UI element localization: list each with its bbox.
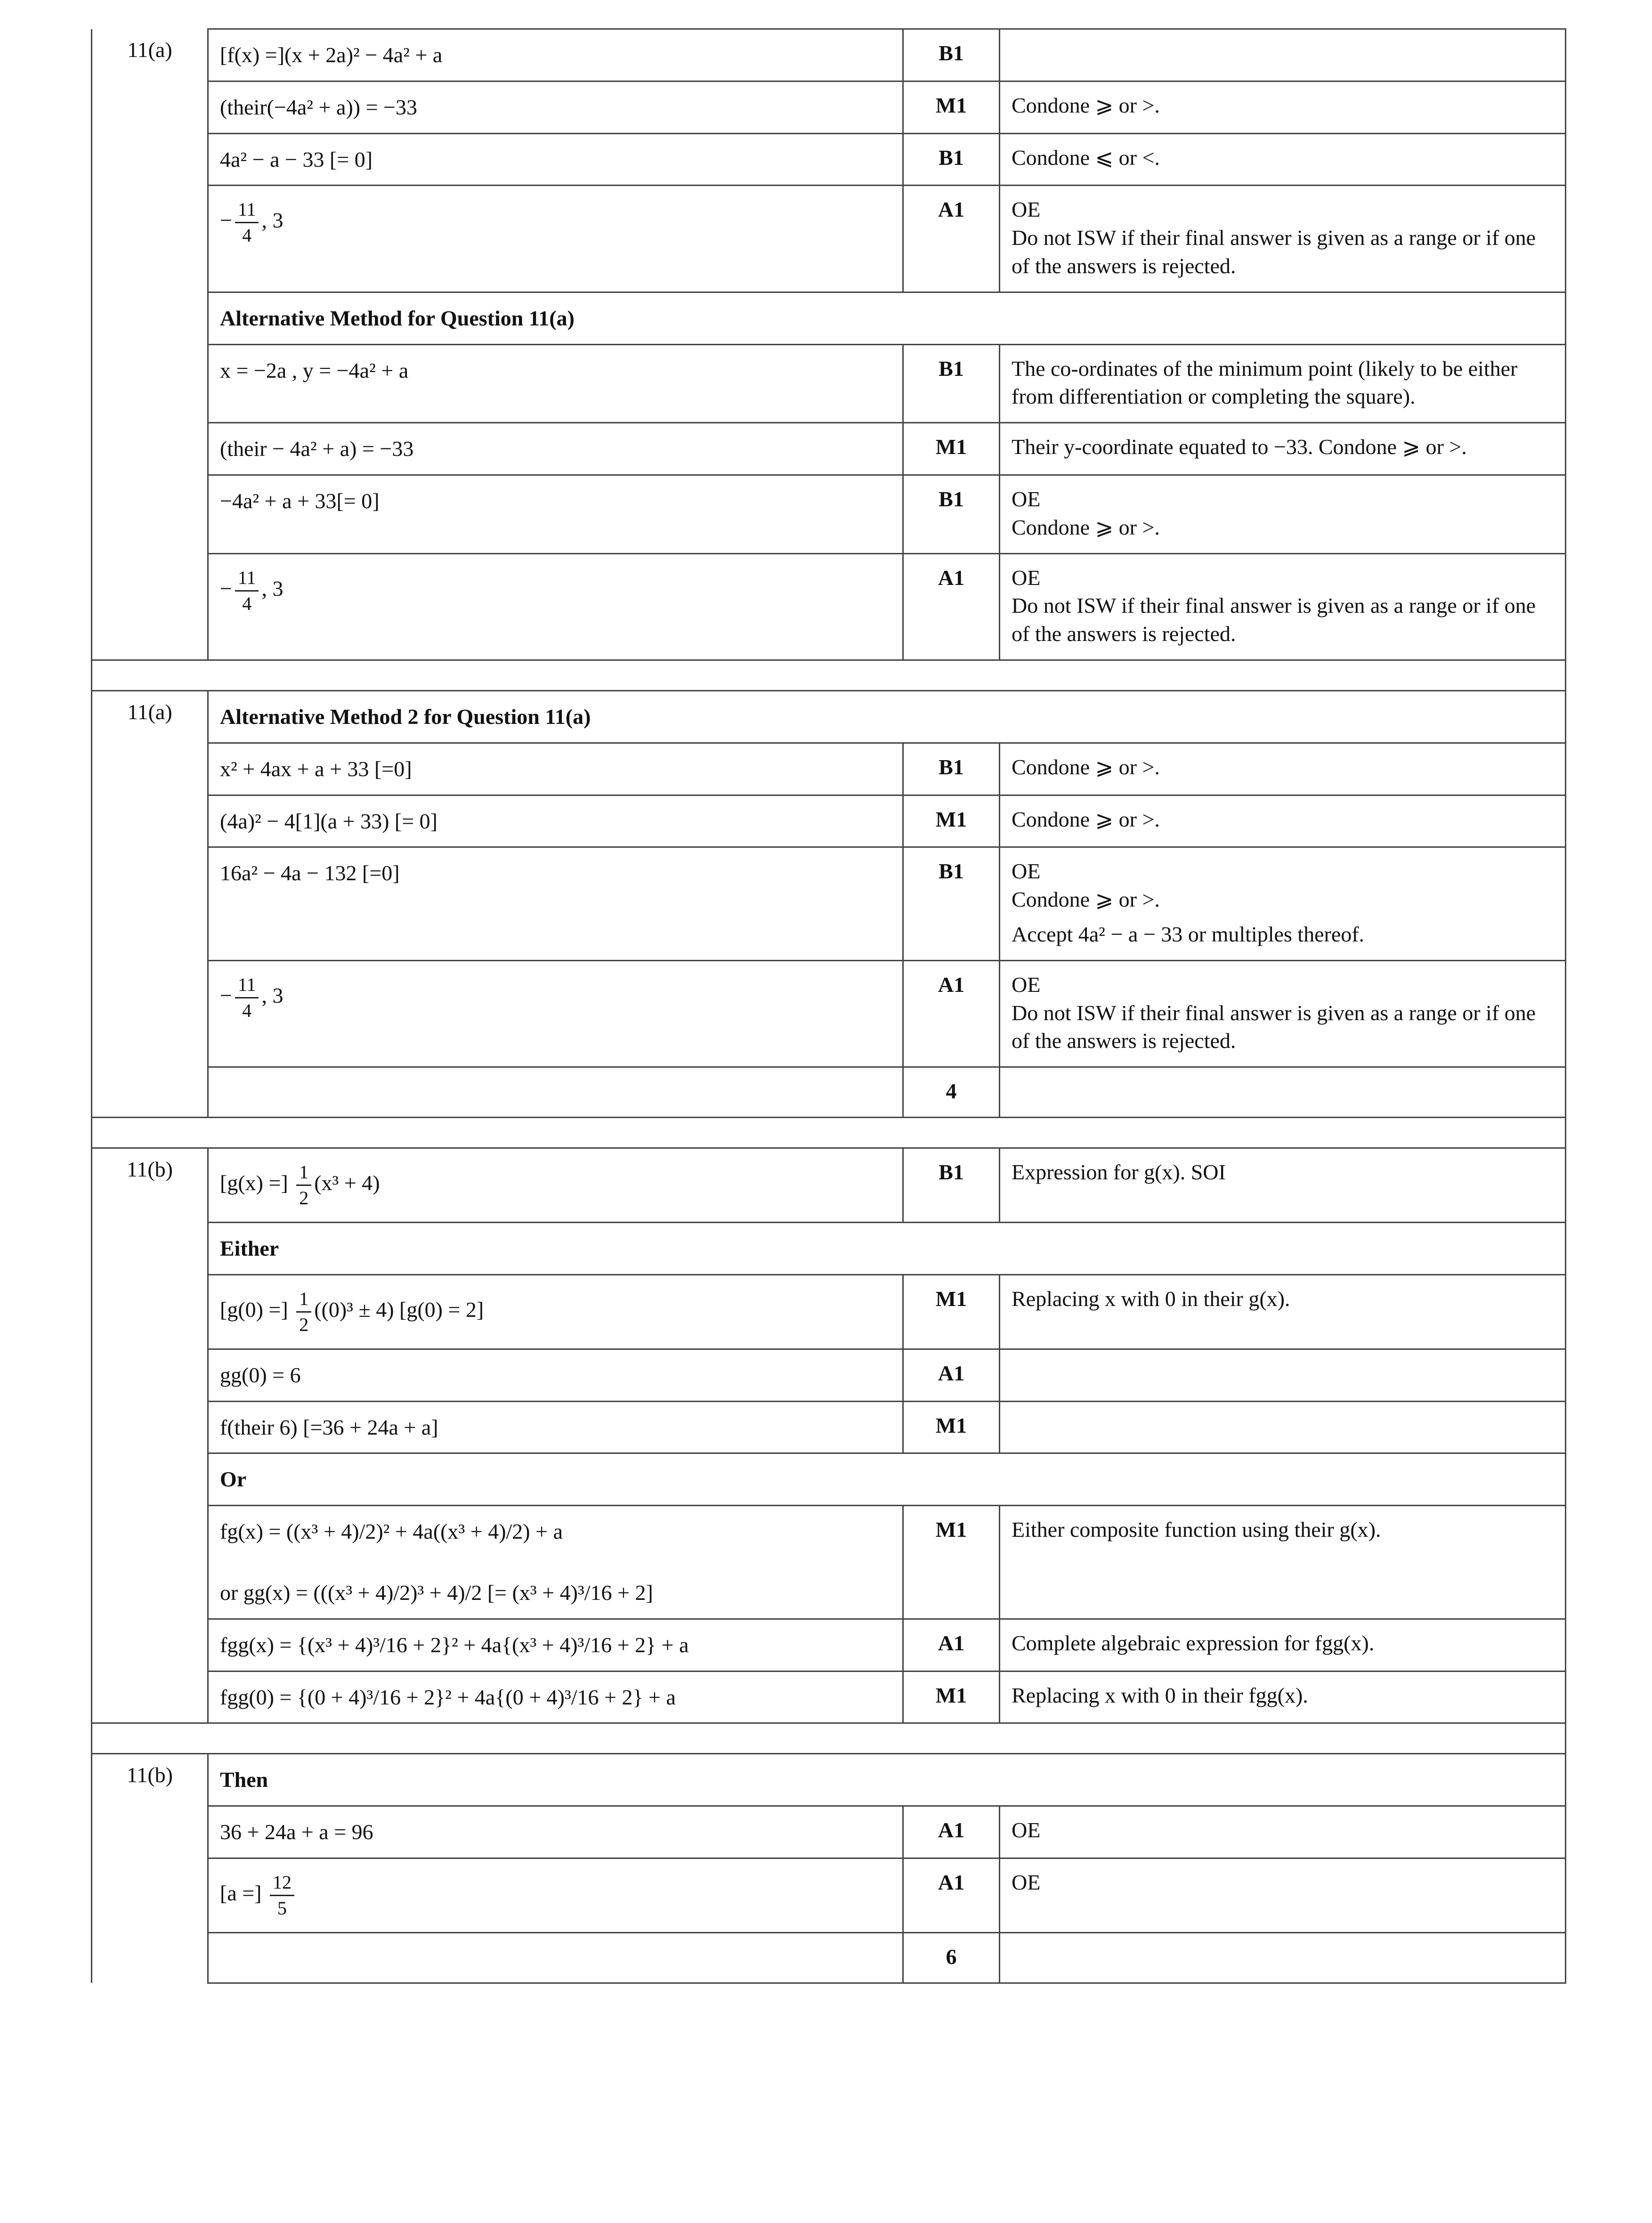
block-separator [92, 1723, 1566, 1754]
guidance-cell [1000, 423, 1566, 475]
table-row [92, 1506, 1566, 1619]
answer-text: fgg(0) = {(0 + 4)³/16 + 2}² + 4a{(0 + 4)³/16 + 2} + a [220, 1685, 676, 1709]
guidance-cell [1000, 186, 1566, 292]
guidance-line: Their y-coordinate equated to −33. Condone ⩾ or >. [1012, 435, 1467, 459]
guidance-cell [1000, 1067, 1566, 1118]
answer-cell [208, 1148, 903, 1222]
fraction [296, 1287, 311, 1337]
mark-code: M1 [903, 423, 1000, 475]
answer-prefix: − [220, 208, 232, 233]
mark-code: A1 [903, 1858, 1000, 1932]
guidance-line: OE [1012, 1818, 1041, 1842]
guidance-line: Either composite function using their g(x). [1012, 1517, 1381, 1542]
answer-cell [208, 1806, 903, 1858]
guidance-cell [1000, 475, 1566, 553]
mark-scheme-table [91, 28, 1566, 1984]
answer-cell [208, 1671, 903, 1723]
guidance-cell [1000, 1806, 1566, 1858]
block-separator [92, 660, 1566, 690]
fraction-denominator: 2 [299, 1314, 309, 1335]
answer-cell [208, 81, 903, 133]
answer-cell [208, 795, 903, 847]
guidance-line: OE [1012, 565, 1041, 590]
mark-scheme-body [92, 29, 1566, 1983]
answer-text: 36 + 24a + a = 96 [220, 1820, 373, 1844]
answer-cell [208, 29, 903, 81]
question-number: 11(a) [92, 29, 208, 660]
guidance-cell [1000, 1349, 1566, 1401]
mark-code: M1 [903, 795, 1000, 847]
answer-text: fg(x) = ((x³ + 4)/2)² + 4a((x³ + 4)/2) + a [220, 1519, 563, 1544]
answer-cell [208, 1274, 903, 1349]
mark-code: B1 [903, 743, 1000, 795]
answer-cell [208, 1401, 903, 1453]
answer-cell [208, 344, 903, 423]
answer-math [220, 567, 283, 614]
answer-cell [208, 1506, 903, 1619]
table-row [92, 1932, 1566, 1983]
answer-text-alt: or gg(x) = (((x³ + 4)/2)³ + 4)/2 [= (x³ + 4)³/16 + 2] [220, 1580, 653, 1605]
fraction [270, 1870, 294, 1921]
guidance-line: Accept 4a² − a − 33 or multiples thereof. [1012, 922, 1365, 946]
answer-cell [208, 847, 903, 960]
fraction [235, 973, 259, 1023]
guidance-cell [1000, 344, 1566, 423]
guidance-cell [1000, 1932, 1566, 1983]
guidance-cell [1000, 1671, 1566, 1723]
mark-code: B1 [903, 475, 1000, 553]
answer-text: [f(x) =](x + 2a)² − 4a² + a [220, 43, 443, 67]
question-number: 11(b) [92, 1148, 208, 1723]
question-number: 11(a) [92, 690, 208, 1117]
answer-suffix: ((0)³ ± 4) [g(0) = 2] [314, 1297, 484, 1322]
answer-prefix: − [220, 576, 232, 600]
fraction-numerator: 1 [296, 1160, 311, 1186]
table-row [92, 1401, 1566, 1453]
guidance-cell [1000, 1148, 1566, 1222]
answer-text: (4a)² − 4[1](a + 33) [= 0] [220, 809, 437, 833]
mark-code: M1 [903, 1401, 1000, 1453]
answer-math [220, 974, 283, 1021]
mark-code: A1 [903, 1349, 1000, 1401]
guidance-cell [1000, 795, 1566, 847]
answer-cell [208, 1349, 903, 1401]
fraction-denominator: 4 [242, 999, 252, 1021]
guidance-line: Complete algebraic expression for fgg(x). [1012, 1631, 1375, 1655]
answer-suffix: (x³ + 4) [314, 1170, 380, 1195]
answer-text: x = −2a , y = −4a² + a [220, 358, 409, 382]
answer-cell [208, 553, 903, 660]
section-header-row [92, 1453, 1566, 1506]
answer-text: 4a² − a − 33 [= 0] [220, 147, 373, 171]
table-row [92, 186, 1566, 292]
mark-code: M1 [903, 1506, 1000, 1619]
guidance-line: OE [1012, 197, 1041, 222]
guidance-line: OE [1012, 972, 1041, 997]
guidance-cell [1000, 81, 1566, 133]
guidance-line: Condone ⩽ or <. [1012, 145, 1160, 170]
table-row [92, 29, 1566, 81]
answer-text: f(their 6) [=36 + 24a + a] [220, 1415, 438, 1439]
block-separator [92, 1117, 1566, 1148]
answer-text: x² + 4ax + a + 33 [=0] [220, 756, 412, 781]
table-row [92, 1806, 1566, 1858]
guidance-cell [1000, 847, 1566, 960]
fraction-numerator: 1 [296, 1287, 311, 1313]
guidance-line: OE [1012, 1870, 1041, 1894]
fraction [296, 1160, 311, 1210]
answer-text: −4a² + a + 33[= 0] [220, 488, 380, 513]
mark-code: M1 [903, 1671, 1000, 1723]
guidance-cell [1000, 743, 1566, 795]
answer-text: (their − 4a² + a) = −33 [220, 437, 414, 461]
mark-code: B1 [903, 344, 1000, 423]
fraction [235, 197, 259, 248]
answer-prefix: [g(0) =] [220, 1297, 294, 1322]
table-row [92, 1148, 1566, 1222]
guidance-line: Replacing x with 0 in their g(x). [1012, 1286, 1290, 1311]
answer-text: (their(−4a² + a)) = −33 [220, 95, 417, 119]
guidance-line: Condone ⩾ or >. [1012, 93, 1160, 117]
section-header-row [92, 292, 1566, 344]
table-row [92, 847, 1566, 960]
guidance-line: The co-ordinates of the minimum point (likely to be either from differentiation or completing the square). [1012, 356, 1518, 409]
mark-code: B1 [903, 133, 1000, 186]
table-row [92, 1274, 1566, 1349]
section-header-row [92, 1754, 1566, 1806]
guidance-line: Condone ⩾ or >. [1012, 515, 1160, 539]
question-number: 11(b) [92, 1754, 208, 1983]
guidance-line: Do not ISW if their final answer is given as a range or if one of the answers is rejected. [1012, 593, 1536, 646]
mark-code: 6 [903, 1932, 1000, 1983]
answer-text: fgg(x) = {(x³ + 4)³/16 + 2}² + 4a{(x³ + 4)³/16 + 2} + a [220, 1632, 689, 1657]
mark-code: 4 [903, 1067, 1000, 1118]
answer-math [220, 1871, 297, 1919]
table-row [92, 1671, 1566, 1723]
table-row [92, 344, 1566, 423]
answer-cell [208, 1067, 903, 1118]
fraction-numerator: 11 [235, 566, 259, 592]
table-row [92, 960, 1566, 1067]
guidance-line: Condone ⩾ or >. [1012, 755, 1160, 779]
table-row [92, 423, 1566, 475]
guidance-cell [1000, 1619, 1566, 1671]
table-row [92, 133, 1566, 186]
answer-cell [208, 960, 903, 1067]
mark-code: A1 [903, 1619, 1000, 1671]
method-header: Alternative Method 2 for Question 11(a) [208, 690, 1566, 743]
table-row [92, 743, 1566, 795]
mark-code: B1 [903, 29, 1000, 81]
guidance-cell [1000, 1858, 1566, 1932]
fraction-denominator: 5 [277, 1897, 287, 1919]
table-row [92, 1067, 1566, 1118]
guidance-line: Condone ⩾ or >. [1012, 887, 1160, 912]
answer-text: 16a² − 4a − 132 [=0] [220, 861, 400, 885]
answer-prefix: [a =] [220, 1881, 267, 1905]
mark-code: A1 [903, 186, 1000, 292]
mark-code: A1 [903, 1806, 1000, 1858]
mark-code: M1 [903, 81, 1000, 133]
guidance-line: Do not ISW if their final answer is given as a range or if one of the answers is rejected. [1012, 1000, 1536, 1053]
method-header: Alternative Method for Question 11(a) [208, 292, 1566, 344]
answer-cell [208, 475, 903, 553]
mark-code: A1 [903, 553, 1000, 660]
mark-scheme [91, 28, 1565, 1984]
guidance-line: Condone ⩾ or >. [1012, 807, 1160, 831]
section-header-row [92, 1222, 1566, 1274]
fraction-denominator: 4 [242, 592, 252, 614]
answer-cell [208, 1858, 903, 1932]
table-row [92, 81, 1566, 133]
section-header-row [92, 690, 1566, 743]
fraction-denominator: 4 [242, 225, 252, 246]
answer-suffix: , 3 [261, 208, 283, 233]
answer-math [220, 1288, 484, 1335]
guidance-cell [1000, 29, 1566, 81]
guidance-cell [1000, 960, 1566, 1067]
answer-cell [208, 1619, 903, 1671]
answer-text: gg(0) = 6 [220, 1363, 301, 1387]
method-header: Or [208, 1453, 1566, 1506]
guidance-line: Do not ISW if their final answer is given as a range or if one of the answers is rejected. [1012, 226, 1536, 278]
separator-cell [92, 1723, 1566, 1754]
guidance-line: OE [1012, 859, 1041, 884]
answer-cell [208, 743, 903, 795]
answer-cell [208, 133, 903, 186]
mark-code: B1 [903, 1148, 1000, 1222]
fraction-denominator: 2 [299, 1187, 309, 1209]
guidance-line: Replacing x with 0 in their fgg(x). [1012, 1683, 1308, 1707]
answer-prefix: [g(x) =] [220, 1170, 294, 1195]
guidance-cell [1000, 553, 1566, 660]
mark-code: B1 [903, 847, 1000, 960]
guidance-line: Expression for g(x). SOI [1012, 1160, 1226, 1184]
fraction-numerator: 11 [235, 973, 259, 998]
guidance-cell [1000, 1506, 1566, 1619]
guidance-cell [1000, 1401, 1566, 1453]
mark-code: A1 [903, 960, 1000, 1067]
answer-prefix: − [220, 983, 232, 1007]
table-row [92, 475, 1566, 553]
separator-cell [92, 660, 1566, 690]
answer-cell [208, 423, 903, 475]
table-row [92, 1349, 1566, 1401]
guidance-cell [1000, 133, 1566, 186]
answer-suffix: , 3 [261, 983, 283, 1007]
fraction-numerator: 12 [270, 1870, 294, 1896]
table-row [92, 795, 1566, 847]
table-row [92, 1619, 1566, 1671]
answer-cell [208, 186, 903, 292]
table-row [92, 553, 1566, 660]
mark-code: M1 [903, 1274, 1000, 1349]
fraction [235, 566, 259, 616]
answer-math [220, 199, 283, 246]
method-header: Either [208, 1222, 1566, 1274]
separator-cell [92, 1117, 1566, 1148]
guidance-line: OE [1012, 487, 1041, 511]
answer-cell [208, 1932, 903, 1983]
guidance-cell [1000, 1274, 1566, 1349]
answer-math [220, 1161, 380, 1209]
method-header: Then [208, 1754, 1566, 1806]
fraction-numerator: 11 [235, 197, 259, 223]
answer-suffix: , 3 [261, 576, 283, 600]
table-row [92, 1858, 1566, 1932]
